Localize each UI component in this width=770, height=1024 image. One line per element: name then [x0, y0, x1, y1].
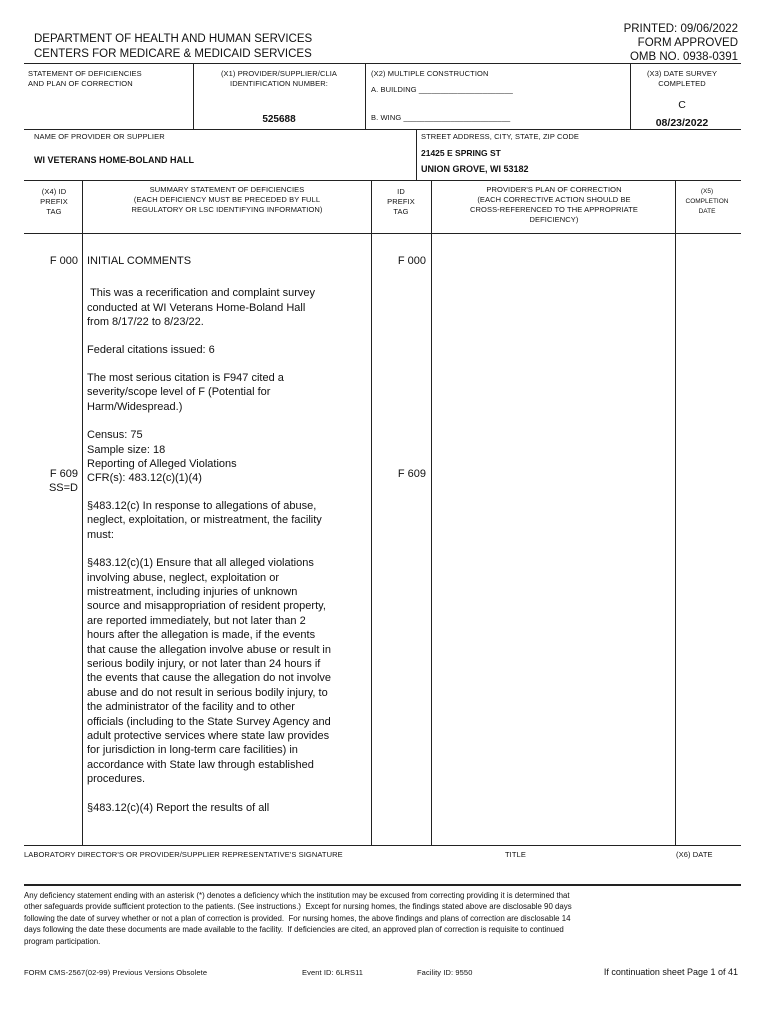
title-label: TITLE — [505, 850, 526, 859]
address-line-2: UNION GROVE, WI 53182 — [421, 164, 529, 174]
regulation-483-12c4: §483.12(c)(4) Report the results of all — [87, 801, 270, 814]
tag-prefix-f609: F 609 SS=D — [26, 467, 78, 496]
column-divider — [431, 180, 432, 845]
column-divider — [675, 180, 676, 845]
omb-number: OMB NO. 0938-0391 — [629, 51, 738, 63]
provider-id-label: (X1) PROVIDER/SUPPLIER/CLIA IDENTIFICATION NUMBER: — [220, 69, 338, 88]
survey-code: C — [678, 99, 686, 111]
rule — [24, 845, 741, 846]
provider-id-value: 525688 — [262, 114, 296, 125]
form-approval-block — [498, 22, 738, 64]
rule — [365, 63, 366, 129]
tag-prefix-f000: F 000 — [49, 255, 78, 267]
printed-date: PRINTED: 09/06/2022 — [623, 23, 738, 35]
signature-label: LABORATORY DIRECTOR'S OR PROVIDER/SUPPLIER REPRESENTATIVE'S SIGNATURE — [24, 850, 343, 859]
rule — [24, 129, 741, 130]
rule — [416, 129, 417, 180]
survey-date-value: 08/23/2022 — [655, 117, 709, 129]
multiple-construction-label: (X2) MULTIPLE CONSTRUCTION — [371, 69, 489, 78]
statement-label: STATEMENT OF DEFICIENCIES AND PLAN OF CORRECTION — [28, 69, 142, 88]
summary-text — [87, 254, 369, 815]
event-id: Event ID: 6LRS11 — [302, 968, 364, 977]
rule — [24, 180, 741, 181]
plan-of-correction-header: PROVIDER'S PLAN OF CORRECTION (EACH CORRECTIVE ACTION SHOULD BE CROSS-REFERENCED TO THE APPROPRIATE DEFICIENCY) — [470, 185, 638, 224]
page-indicator: If continuation sheet Page 1 of 41 — [603, 967, 738, 977]
rule — [630, 63, 631, 129]
dept-line-1: DEPARTMENT OF HEALTH AND HUMAN SERVICES — [34, 33, 313, 45]
initial-comments-heading: INITIAL COMMENTS — [87, 255, 192, 267]
summary-header: SUMMARY STATEMENT OF DEFICIENCIES (EACH DEFICIENCY MUST BE PRECEDED BY FULL REGULATORY OR LSC IDENTIFYING INFORMATION) — [131, 185, 323, 214]
wing-field: B. WING _________________________ — [371, 113, 511, 122]
census-paragraph: Census: 75 Sample size: 18 — [87, 429, 166, 456]
serious-citation-paragraph: The most serious citation is F947 cited a severity/scope level of F (Potential for Harm/Widespread.) — [87, 372, 284, 413]
address-line-1: 21425 E SPRING ST — [421, 148, 501, 158]
tag-prefix-f000-right: F 000 — [397, 255, 426, 267]
x4-id-prefix-header: (X4) ID PREFIX TAG — [40, 187, 68, 216]
facility-id: Facility ID: 9550 — [417, 968, 473, 977]
address-label: STREET ADDRESS, CITY, STATE, ZIP CODE — [421, 132, 580, 141]
department-title — [34, 32, 312, 62]
column-divider — [371, 180, 372, 845]
building-field: A. BUILDING ______________________ — [371, 85, 513, 94]
provider-name-label: NAME OF PROVIDER OR SUPPLIER — [34, 132, 165, 141]
provider-name-value: WI VETERANS HOME-BOLAND HALL — [34, 155, 194, 165]
f609-heading: Reporting of Alleged Violations CFR(s): 483.12(c)(1)(4) — [87, 458, 237, 485]
form-approved: FORM APPROVED — [637, 37, 738, 49]
scope-severity: SS=D — [48, 482, 78, 495]
column-divider — [82, 180, 83, 845]
rule — [193, 63, 194, 129]
survey-paragraph: This was a recerification and complaint survey conducted at WI Veterans Home-Boland Hall from 8/17/22 to 8/23/22. — [87, 287, 316, 329]
rule — [24, 884, 741, 886]
survey-date-label: (X3) DATE SURVEY COMPLETED — [646, 69, 718, 88]
dept-line-2: CENTERS FOR MEDICARE & MEDICAID SERVICES — [34, 48, 312, 60]
citations-paragraph: Federal citations issued: 6 — [87, 343, 215, 356]
tag-prefix-f609-right: F 609 — [397, 468, 426, 480]
date-label: (X6) DATE — [676, 850, 713, 859]
form-number: FORM CMS-2567(02-99) Previous Versions Obsolete — [24, 968, 208, 977]
regulation-483-12c1: §483.12(c)(1) Ensure that all alleged violations involving abuse, neglect, exploitation or mistreatment, including injuries of unknown source and misappropriation of resident property, are reported immediately, but not later than 2 hours after the allegation is made, if the events that cause the allegation involve abuse or result in serious bodily injury, or not later than 24 hours if the events that cause the allegation do not involve abuse and do not result in serious bodily injury, to the administrator of the facility and to other officials (including to the State Survey Agency and adult protective services where state law provides for jurisdiction in long-term care facilities) in accordance with State law through established procedures. — [87, 557, 332, 786]
completion-date-header: (X5) COMPLETION DATE — [685, 188, 729, 215]
disclaimer-text: Any deficiency statement ending with an asterisk (*) denotes a deficiency which the institution may be excused from correcting providing it is determined that other safeguards provide sufficient protection to the patients. (See instructions.) Except for nursing homes, the findings stated above are disclosable 90 days following the date of survey whether or not a plan of correction is provided. For nursing homes, the above findings and plans of correction are disclosable 14 days following the date these documents are made available to the facility. If deficiencies are cited, an approved plan of correction is requisite to continued program participation. — [24, 891, 572, 946]
rule — [24, 63, 741, 64]
id-prefix-header: ID PREFIX TAG — [387, 187, 415, 216]
rule — [24, 233, 741, 234]
regulation-483-12c: §483.12(c) In response to allegations of abuse, neglect, exploitation, or mistreatment, the facility must: — [87, 499, 322, 541]
